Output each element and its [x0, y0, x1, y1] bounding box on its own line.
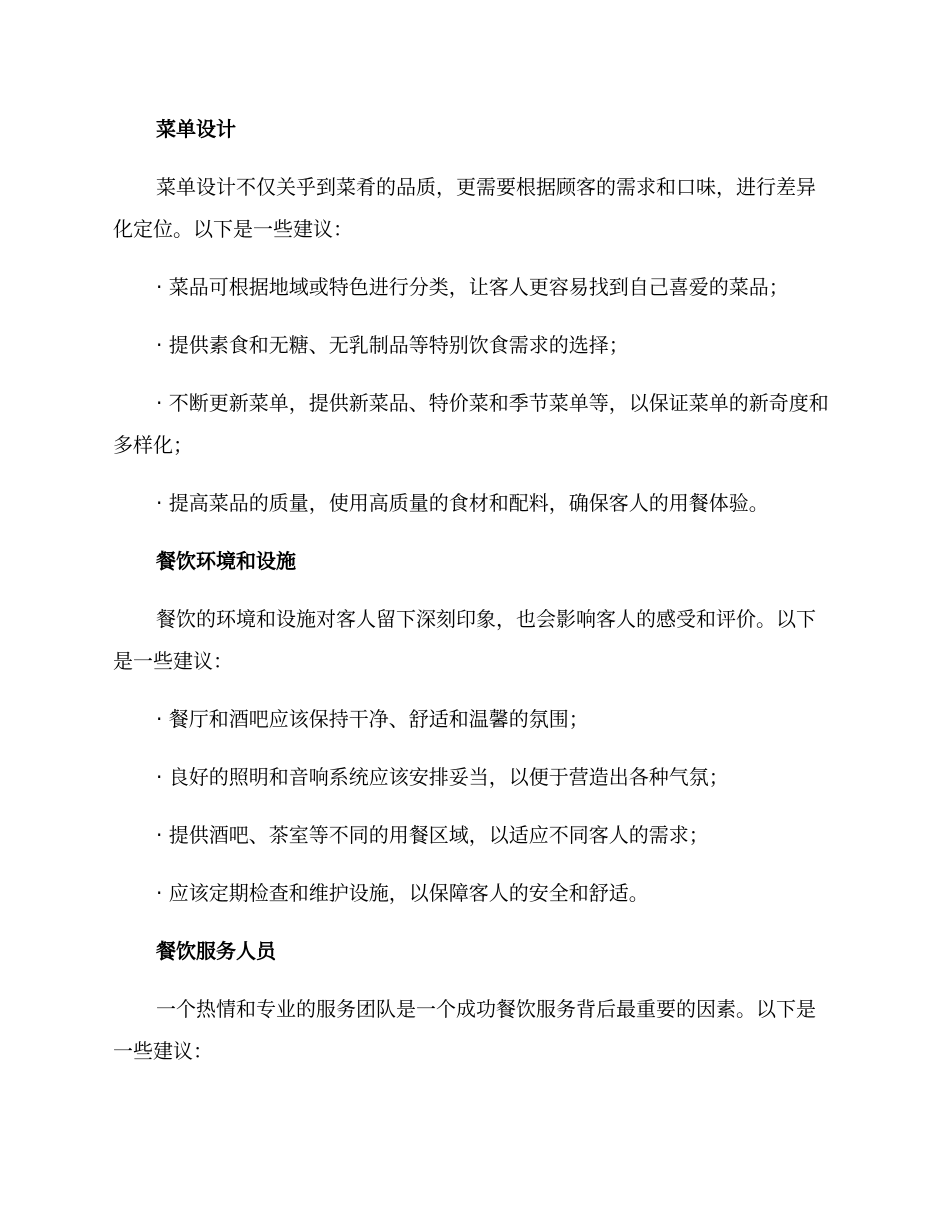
bullet-item: · 不断更新菜单，提供新菜品、特价菜和季节菜单等，以保证菜单的新奇度和多样化；: [113, 391, 829, 457]
section-heading-service-staff: 餐饮服务人员: [156, 939, 276, 963]
document-body: [113, 108, 833, 1072]
section-intro-service-staff: 一个热情和专业的服务团队是一个成功餐饮服务背后最重要的因素。以下是一些建议：: [113, 997, 816, 1063]
section-heading-menu-design: 菜单设计: [156, 117, 236, 141]
bullet-item: · 提供酒吧、茶室等不同的用餐区域，以适应不同客人的需求；: [156, 823, 709, 847]
section-heading-environment: 餐饮环境和设施: [156, 549, 296, 573]
bullet-item: · 提高菜品的质量，使用高质量的食材和配料，确保客人的用餐体验。: [156, 491, 769, 515]
bullet-item: · 菜品可根据地域或特色进行分类，让客人更容易找到自己喜爱的菜品；: [156, 275, 789, 299]
bullet-item: · 提供素食和无糖、无乳制品等特别饮食需求的选择；: [156, 333, 629, 357]
bullet-item: · 良好的照明和音响系统应该安排妥当，以便于营造出各种气氛；: [156, 765, 729, 789]
section-intro-environment: 餐饮的环境和设施对客人留下深刻印象，也会影响客人的感受和评价。以下是一些建议：: [113, 607, 816, 673]
bullet-item: · 餐厅和酒吧应该保持干净、舒适和温馨的氛围；: [156, 707, 589, 731]
section-intro-menu-design: 菜单设计不仅关乎到菜肴的品质，更需要根据顾客的需求和口味，进行差异化定位。以下是一些建议：: [113, 175, 816, 241]
bullet-item: · 应该定期检查和维护设施，以保障客人的安全和舒适。: [156, 881, 649, 905]
